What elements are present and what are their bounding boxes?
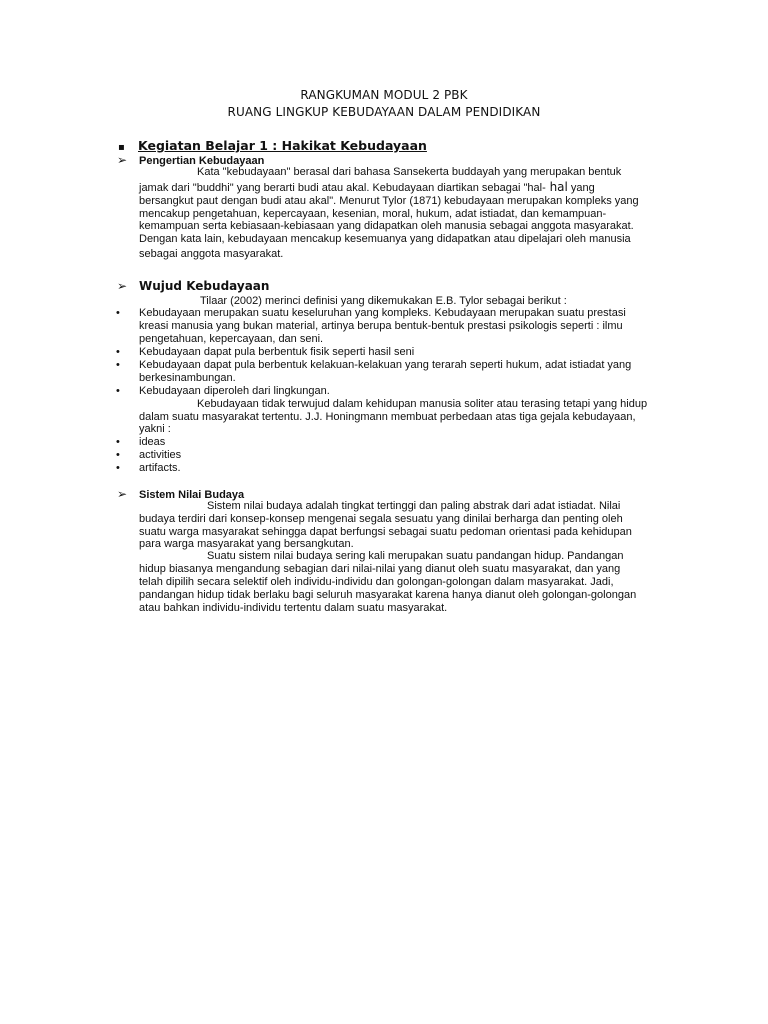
bullet-dot-icon: • — [116, 307, 120, 319]
wujud-paragraph-line-1: Kebudayaan tidak terwujud dalam kehidupan manusia soliter atau terasing tetapi yang hidup — [197, 398, 648, 410]
subheading-pengertian — [117, 153, 264, 167]
wujud-item-4: Kebudayaan diperoleh dari lingkungan. — [139, 385, 330, 397]
arrow-bullet-icon: ➢ — [117, 153, 128, 167]
wujud-item-2: Kebudayaan dapat pula berbentuk fisik seperti hasil seni — [139, 346, 415, 358]
sistem-line-1: Sistem nilai budaya adalah tingkat tertinggi dan paling abstrak dari adat istiadat. Nilai — [207, 500, 621, 512]
subheading-sistem — [117, 487, 244, 501]
subheading-wujud-text: Wujud Kebudayaan — [139, 279, 270, 293]
sistem-line-4: para warga masyarakat yang bersangkutan. — [139, 538, 354, 550]
wujud-paragraph-line-3: yakni : — [139, 423, 171, 435]
wujud-item-3-line-2: berkesinambungan. — [139, 372, 236, 384]
subheading-pengertian-text: Pengertian Kebudayaan — [139, 155, 265, 167]
pengertian-line-4: mencakup pengetahuan, kepercayaan, kesenian, moral, hukum, adat istiadat, dan kemampuan- — [139, 208, 607, 220]
pengertian-line-7: sebagai anggota masyarakat. — [139, 248, 284, 260]
wujud-item-3-line-1: Kebudayaan dapat pula berbentuk kelakuan-kelakuan yang terarah seperti hukum, adat istiadat yang — [139, 359, 632, 371]
sistem-line-7: telah dipilih secara selektif oleh individu-individu dan golongan-golongan dalam masyarakat. Jadi, — [139, 576, 614, 588]
square-bullet-icon: ▪ — [118, 142, 125, 153]
gejala-item-ideas: ideas — [139, 436, 166, 448]
sistem-line-3: suatu warga masyarakat sehingga dapat berfungsi sebagai suatu pedoman orientasi pada kehidupan — [139, 526, 632, 538]
subheading-wujud — [117, 279, 269, 293]
pengertian-line-3: bersangkut paut dengan budi atau akal". Menurut Tylor (1871) kebudayaan merupakan kompleks yang — [139, 195, 639, 207]
gejala-item-artifacts: artifacts. — [139, 462, 181, 474]
bullet-dot-icon: • — [116, 346, 120, 358]
section-heading-text: Kegiatan Belajar 1 : Hakikat Kebudayaan — [138, 138, 427, 153]
bullet-dot-icon: • — [116, 359, 120, 371]
pengertian-line-2 — [139, 181, 595, 195]
bullet-dot-icon: • — [116, 436, 120, 448]
pengertian-line-5: kemampuan serta kebiasaan-kebiasaan yang didapatkan oleh manusia sebagai anggota masyarakat. — [139, 220, 634, 232]
wujud-item-1-line-2: kreasi manusia yang bukan material, artinya berupa bentuk-bentuk prestasi psikologis seperti : ilmu — [139, 320, 623, 332]
sistem-line-8: pandangan hidup tidak berlaku bagi seluruh masyarakat karena hanya dianut oleh golongan-golongan — [139, 589, 637, 601]
wujud-intro: Tilaar (2002) merinci definisi yang dikemukakan E.B. Tylor sebagai berikut : — [200, 295, 567, 307]
wujud-item-1-line-3: pengetahuan, kepercayaan, dan seni. — [139, 333, 324, 345]
document-title: RANGKUMAN MODUL 2 PBK — [300, 88, 468, 102]
bullet-dot-icon: • — [116, 449, 120, 461]
subheading-sistem-text: Sistem Nilai Budaya — [139, 489, 245, 501]
sistem-line-9: atau bahkan individu-individu tertentu dalam suatu masyarakat. — [139, 602, 448, 614]
bullet-dot-icon: • — [116, 462, 120, 474]
gejala-item-activities: activities — [139, 449, 182, 461]
sistem-line-6: hidup biasanya mengandung sebagian dari nilai-nilai yang dianut oleh suatu masyarakat, dan yang — [139, 563, 621, 575]
pengertian-line-6: Dengan kata lain, kebudayaan mencakup kesemuanya yang didapatkan atau dipelajari oleh manusia — [139, 233, 631, 245]
wujud-paragraph-line-2: dalam suatu masyarakat tertentu. J.J. Honingmann membuat perbedaan atas tiga gejala kebudayaan, — [139, 411, 636, 423]
section-heading-kegiatan — [118, 138, 427, 153]
sistem-line-2: budaya terdiri dari konsep-konsep mengenai segala sesuatu yang dinilai berharga dan penting oleh — [139, 513, 623, 525]
arrow-bullet-icon: ➢ — [117, 487, 128, 501]
arrow-bullet-icon: ➢ — [117, 279, 128, 293]
pengertian-line-2a: jamak dari "buddhi" yang berarti budi atau akal. Kebudayaan diartikan sebagai "hal- — [139, 182, 546, 194]
sistem-line-5: Suatu sistem nilai budaya sering kali merupakan suatu pandangan hidup. Pandangan — [207, 550, 624, 562]
pengertian-line-2b: hal — [545, 180, 568, 194]
wujud-item-1-line-1: Kebudayaan merupakan suatu keseluruhan yang kompleks. Kebudayaan merupakan suatu prestasi — [139, 307, 626, 319]
pengertian-line-2c: yang — [567, 182, 595, 194]
pengertian-line-1: Kata "kebudayaan" berasal dari bahasa Sansekerta buddayah yang merupakan bentuk — [197, 166, 622, 178]
bullet-dot-icon: • — [116, 385, 120, 397]
document-subtitle: RUANG LINGKUP KEBUDAYAAN DALAM PENDIDIKAN — [227, 105, 541, 119]
